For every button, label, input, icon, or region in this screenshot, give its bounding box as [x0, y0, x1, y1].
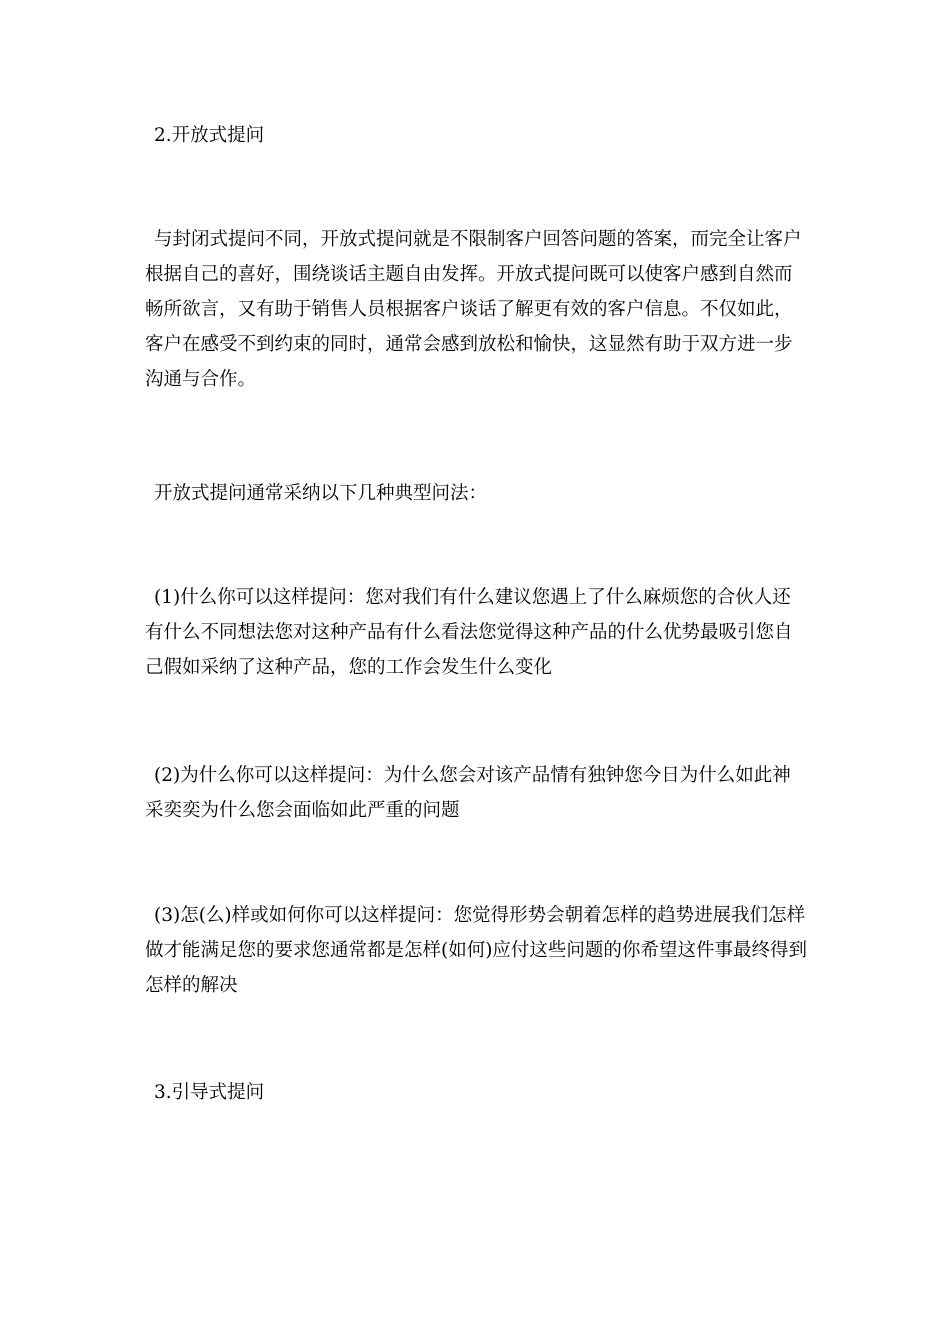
- list-item-how: (3)怎(么)样或如何你可以这样提问：您觉得形势会朝着怎样的趋势进展我们怎样做才能满足您的要求您通常都是怎样(如何)应付这些问题的你希望这件事最终得到怎样的解决: [145, 905, 807, 996]
- section-heading-guided-questions: 3.引导式提问: [154, 1082, 265, 1103]
- paragraph-open-questions-intro: 与封闭式提问不同，开放式提问就是不限制客户回答问题的答案，而完全让客户根据自己的喜好，围绕谈话主题自由发挥。开放式提问既可以使客户感到自然而畅所欲言，又有助于销售人员根据客户谈话了解更有效的客户信息。不仅如此，客户在感受不到约束的同时，通常会感到放松和愉快，这显然有助于双方进一步沟通与合作。: [145, 229, 802, 390]
- section-heading-open-questions: 2.开放式提问: [154, 125, 265, 146]
- list-item-why: (2)为什么你可以这样提问：为什么您会对该产品情有独钟您今日为什么如此神采奕奕为什么您会面临如此严重的问题: [145, 765, 791, 821]
- list-item-what: (1)什么你可以这样提问：您对我们有什么建议您遇上了什么麻烦您的合伙人还有什么不同想法您对这种产品有什么看法您觉得这种产品的什么优势最吸引您自己假如采纳了这种产品，您的工作会发生什么变化: [145, 587, 793, 678]
- paragraph-typical-methods: 开放式提问通常采纳以下几种典型问法：: [154, 483, 488, 504]
